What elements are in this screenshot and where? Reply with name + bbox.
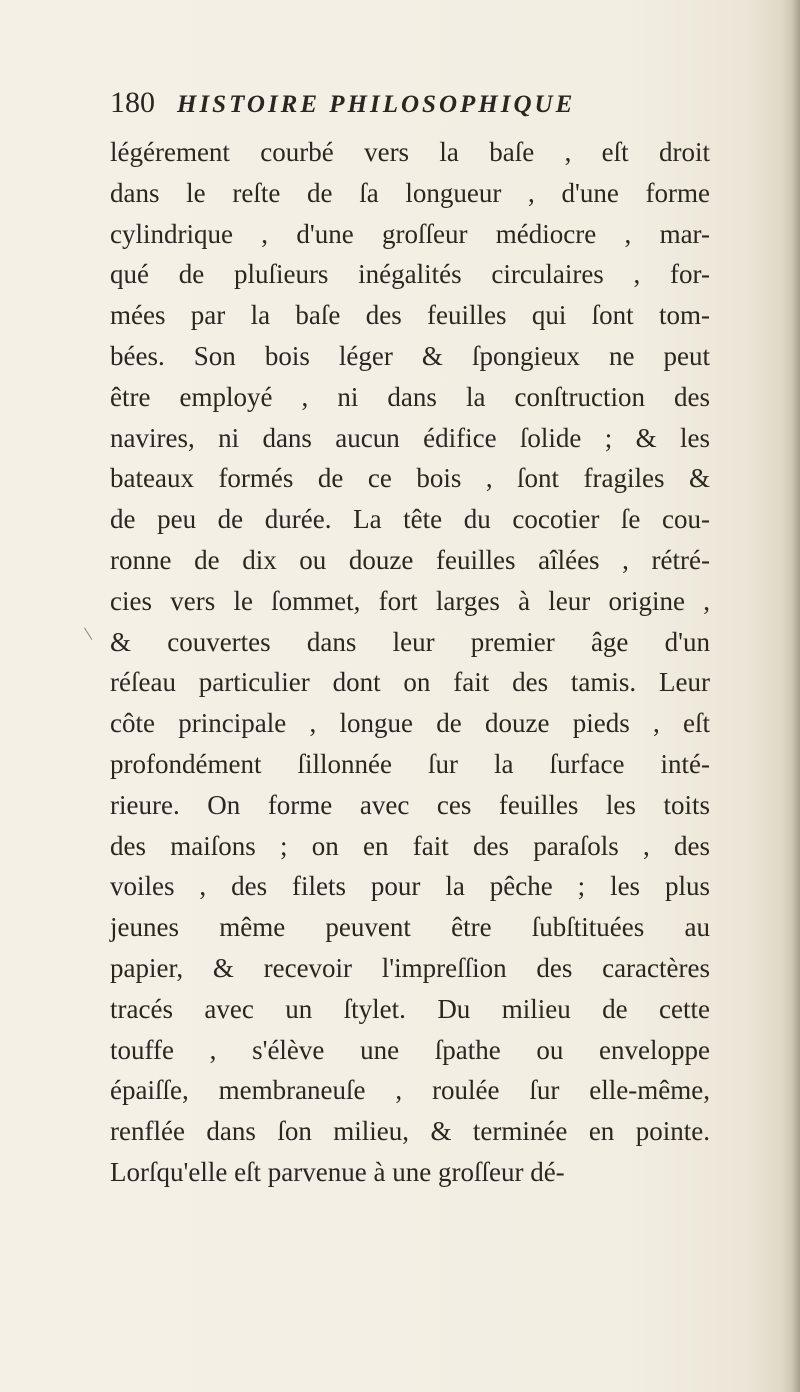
page-header — [110, 86, 710, 126]
text-line: touffe , s'élève une ſpathe ou enveloppe — [110, 1034, 710, 1065]
text-line: être employé , ni dans la conſtruction des — [110, 381, 710, 412]
page-edge-shadow — [782, 0, 800, 1392]
body-text — [110, 132, 710, 1193]
margin-mark — [84, 625, 97, 640]
text-line: profondément ſillonnée ſur la ſurface inté- — [110, 748, 710, 779]
text-line: & couvertes dans leur premier âge d'un — [110, 626, 710, 657]
text-line: navires, ni dans aucun édifice ſolide ; & les — [110, 422, 710, 453]
text-line: des maiſons ; on en fait des paraſols , des — [110, 830, 710, 861]
text-line: rieure. On forme avec ces feuilles les toits — [110, 789, 710, 820]
text-line: cylindrique , d'une groſſeur médiocre , mar- — [110, 218, 710, 249]
text-line: bées. Son bois léger & ſpongieux ne peut — [110, 340, 710, 371]
running-title: HISTOIRE PHILOSOPHIQUE — [177, 91, 576, 118]
text-line: qué de pluſieurs inégalités circulaires , for- — [110, 259, 710, 290]
text-line: dans le reſte de ſa longueur , d'une forme — [110, 177, 710, 208]
text-line: réſeau particulier dont on fait des tamis. Leur — [110, 667, 710, 698]
page-number: 180 — [110, 86, 155, 119]
text-line: côte principale , longue de douze pieds , eſt — [110, 708, 710, 739]
text-line: épaiſſe, membraneuſe , roulée ſur elle-même, — [110, 1075, 710, 1106]
text-line: tracés avec un ſtylet. Du milieu de cette — [110, 993, 710, 1024]
text-line: bateaux formés de ce bois , ſont fragiles & — [110, 463, 710, 494]
text-line: cies vers le ſommet, fort larges à leur origine , — [110, 585, 710, 616]
text-line: de peu de durée. La tête du cocotier ſe cou- — [110, 504, 710, 535]
text-line: ronne de dix ou douze feuilles aîlées , rétré- — [110, 544, 710, 575]
text-line: renflée dans ſon milieu, & terminée en pointe. — [110, 1116, 710, 1147]
text-line: voiles , des filets pour la pêche ; les plus — [110, 871, 710, 902]
text-line: légérement courbé vers la baſe , eſt droit — [110, 137, 710, 167]
text-line: Lorſqu'elle eſt parvenue à une groſſeur dé- — [110, 1156, 565, 1187]
text-line: mées par la baſe des feuilles qui ſont tom- — [110, 300, 710, 331]
text-line: papier, & recevoir l'impreſſion des caractères — [110, 952, 710, 983]
text-line: jeunes même peuvent être ſubſtituées au — [110, 912, 710, 943]
